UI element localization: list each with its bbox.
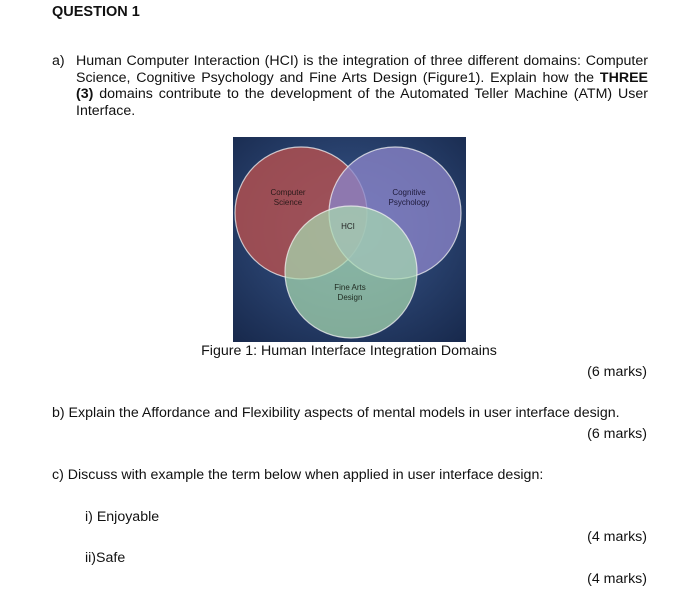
venn-label-fine-arts-line-1: Fine Arts (334, 283, 366, 292)
question-c-text: c) Discuss with example the term below when applied in user interface design: (52, 467, 544, 483)
question-c-item-safe-marks: (4 marks) (587, 571, 647, 587)
question-b-text: b) Explain the Affordance and Flexibility aspects of mental models in user interface design. (52, 405, 620, 421)
figure-caption: Figure 1: Human Interface Integration Domains (201, 343, 497, 359)
question-a-marks: (6 marks) (587, 364, 647, 380)
venn-label-cognitive-line-2: Psychology (388, 198, 430, 207)
question-a-label: a) (52, 53, 65, 69)
question-c-item-enjoyable: i) Enjoyable (85, 509, 160, 525)
question-a-text (76, 53, 648, 119)
question-a-bold-count: THREE (3) (76, 69, 648, 102)
question-b-marks: (6 marks) (587, 426, 647, 442)
venn-label-computer-line-2: Science (273, 198, 303, 207)
venn-diagram (233, 137, 466, 342)
venn-label-fine-arts-line-2: Design (337, 293, 363, 302)
venn-label-cognitive-line-1: Cognitive (392, 188, 426, 197)
venn-center-label: HCI (341, 222, 355, 231)
venn-diagram-figure (233, 137, 466, 342)
venn-label-computer-line-1: Computer (270, 188, 306, 197)
question-heading: QUESTION 1 (52, 4, 140, 20)
question-c-item-enjoyable-marks: (4 marks) (587, 529, 647, 545)
question-a-text-part-1: Human Computer Interaction (HCI) is the integration of three different domains: Computer Science, Cognitive Psychology and Fine Arts Design (Figure1). Explain how the (76, 53, 648, 86)
question-c-item-safe: ii)Safe (85, 550, 126, 566)
question-a-text-part-2: domains contribute to the development of the Automated Teller Machine (ATM) User Interface. (76, 86, 648, 119)
